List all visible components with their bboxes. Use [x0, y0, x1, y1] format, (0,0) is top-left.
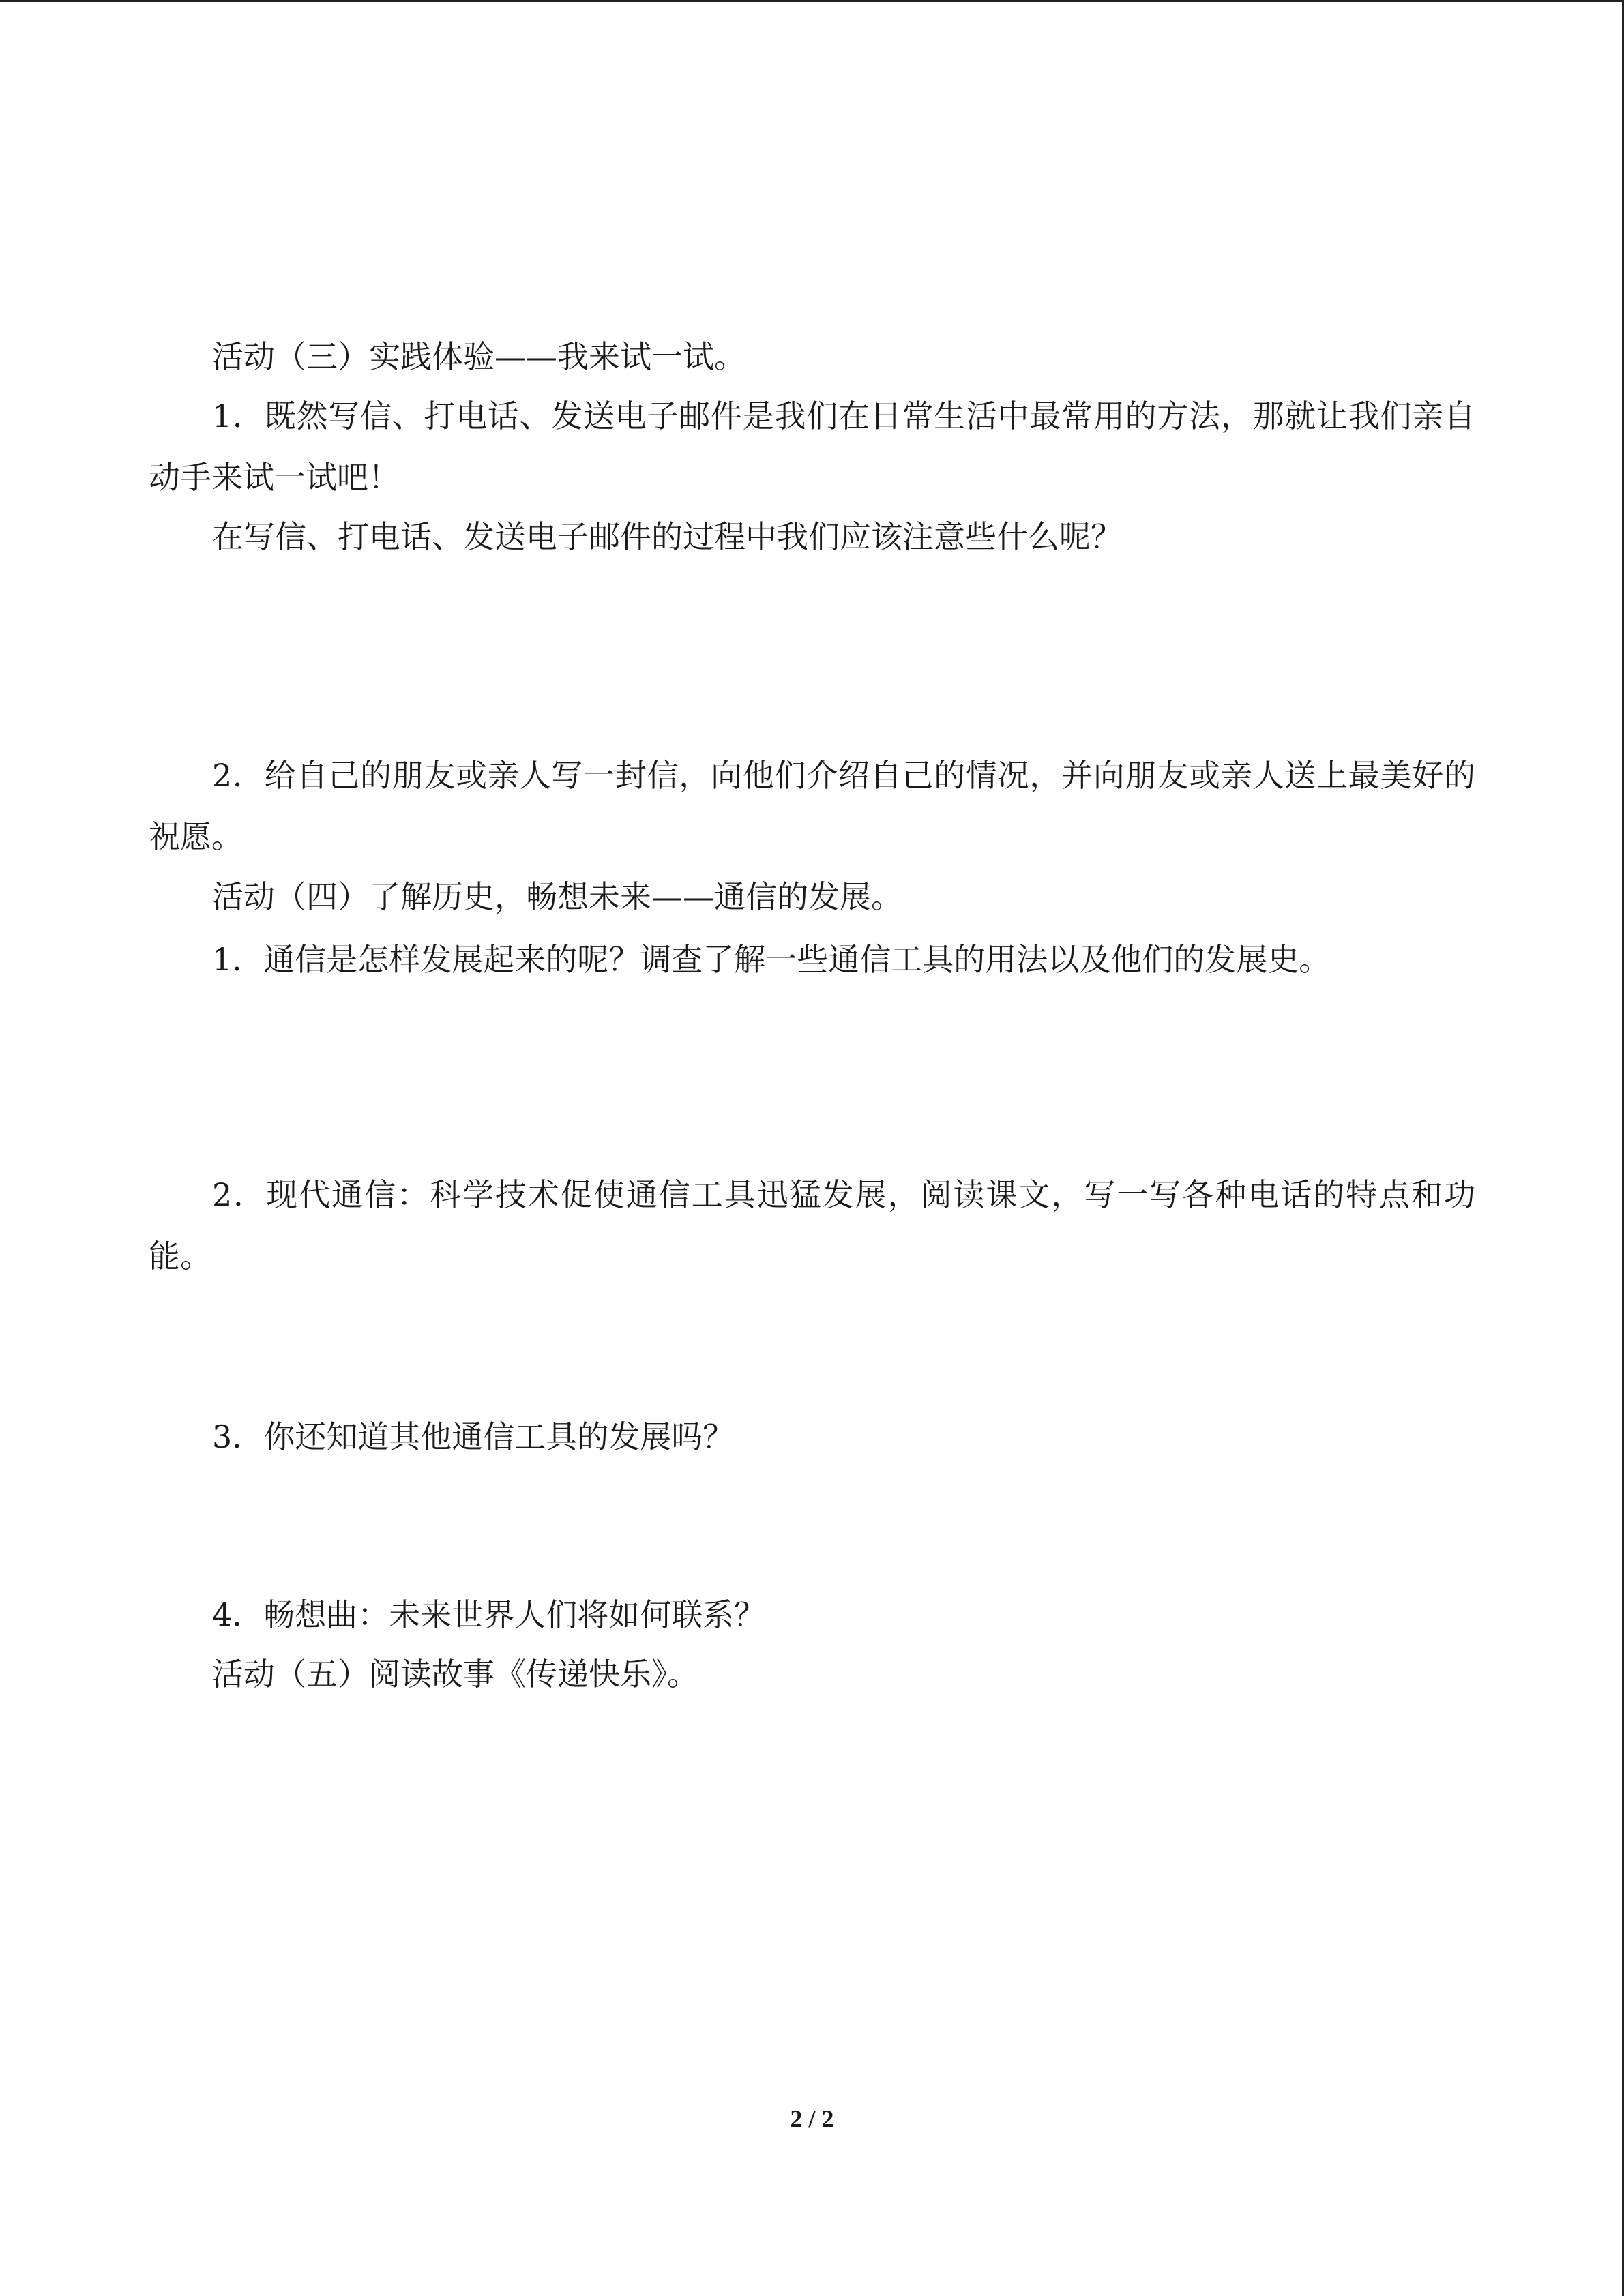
activity-4-item-2: 2．现代通信：科学技术促使通信工具迅猛发展，阅读课文，写一写各种电话的特点和功能。	[149, 1176, 1475, 1274]
activity-4-item-1: 1．通信是怎样发展起来的呢？调查了解一些通信工具的用法以及他们的发展史。	[212, 941, 1331, 978]
activity-3-question: 在写信、打电话、发送电子邮件的过程中我们应该注意些什么呢？	[212, 518, 1122, 555]
activity-4-item-3: 3．你还知道其他通信工具的发展吗？	[212, 1418, 735, 1455]
activity-3-heading: 活动（三）实践体验——我来试一试。	[212, 338, 745, 375]
activity-3-item-2: 2．给自己的朋友或亲人写一封信，向他们介绍自己的情况，并向朋友或亲人送上最美好的祝愿。	[149, 757, 1475, 855]
page-number: 2 / 2	[790, 2105, 834, 2132]
activity-4-heading: 活动（四）了解历史，畅想未来——通信的发展。	[212, 878, 902, 915]
activity-3-item-1: 1．既然写信、打电话、发送电子邮件是我们在日常生活中最常用的方法，那就让我们亲自动手来试一试吧！	[149, 398, 1475, 496]
activity-4-item-4: 4．畅想曲：未来世界人们将如何联系？	[212, 1596, 766, 1633]
page-border-top	[0, 0, 1624, 2]
activity-5-heading: 活动（五）阅读故事《传递快乐》。	[212, 1656, 698, 1693]
